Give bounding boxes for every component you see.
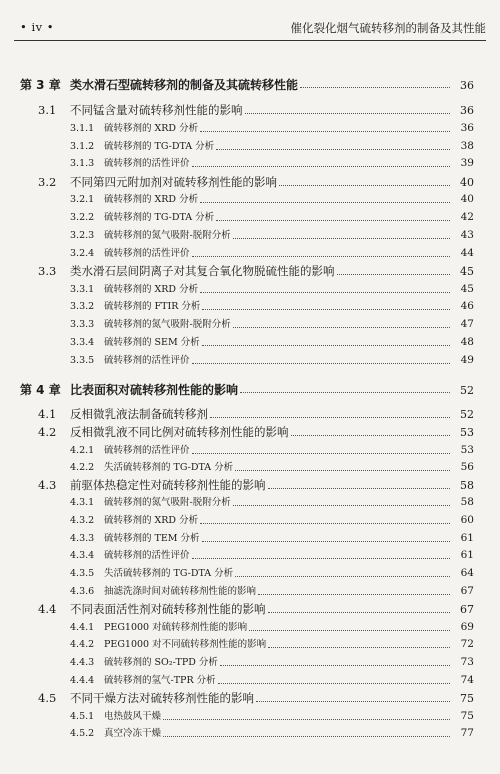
toc-entry-number: 4.3.2 [70, 515, 95, 526]
toc-leader-dots [279, 175, 450, 186]
toc-subsection-entry[interactable] [70, 636, 474, 652]
toc-entry-title: 抽滤洗涤时间对硫转移剂性能的影响 [104, 586, 257, 597]
toc-entry-page: 38 [460, 140, 474, 152]
toc-subsection-entry[interactable] [70, 334, 474, 350]
toc-entry-title: 硫转移剂的 XRD 分析 [104, 123, 199, 134]
toc-subsection-entry[interactable] [70, 281, 474, 297]
toc-section-entry[interactable] [38, 406, 474, 422]
toc-entry-number: 4.4.2 [70, 639, 95, 650]
toc-entry-number: 4.2 [38, 425, 57, 439]
toc-entry-title: 硫转移剂的活性评价 [104, 445, 190, 456]
toc-entry-title: 不同锰含量对硫转移剂性能的影响 [70, 103, 243, 117]
toc-entry-title: 硫转移剂的 TG-DTA 分析 [104, 141, 215, 152]
toc-entry-page: 64 [460, 567, 474, 579]
toc-entry-number: 4.4.3 [70, 657, 95, 668]
toc-entry-number: 3.1 [38, 103, 57, 117]
toc-entry-page: 75 [460, 692, 474, 705]
toc-entry-page: 36 [460, 79, 474, 92]
toc-leader-dots [216, 139, 450, 150]
toc-entry-title: 比表面积对硫转移剂性能的影响 [70, 383, 239, 397]
toc-leader-dots [216, 210, 450, 221]
toc-entry-number: 3.1.3 [70, 158, 95, 169]
toc-subsection-entry[interactable] [70, 155, 474, 171]
toc-entry-page: 52 [460, 408, 474, 421]
toc-leader-dots [202, 531, 450, 542]
toc-leader-dots [200, 121, 450, 132]
toc-subsection-entry[interactable] [70, 209, 474, 225]
toc-entry-title: 硫转移剂的氮气吸附-脱附分析 [104, 319, 231, 330]
toc-entry-number: 4.4.1 [70, 622, 95, 633]
toc-entry-number: 4.1 [38, 407, 57, 421]
toc-entry-page: 56 [460, 461, 474, 473]
toc-leader-dots [200, 513, 450, 524]
toc-entry-page: 45 [460, 265, 474, 278]
toc-entry-page: 61 [460, 549, 474, 561]
toc-entry-number: 3.3.5 [70, 355, 95, 366]
toc-entry-title: 硫转移剂的 XRD 分析 [104, 515, 199, 526]
toc-leader-dots [235, 566, 450, 577]
toc-entry-number: 3.2.1 [70, 194, 95, 205]
toc-entry-page: 52 [460, 384, 474, 397]
toc-leader-dots [202, 335, 450, 346]
toc-section-entry[interactable] [38, 263, 474, 279]
toc-leader-dots [268, 637, 450, 648]
toc-entry-page: 45 [460, 283, 474, 295]
toc-entry-title: 失活硫转移剂的 TG-DTA 分析 [104, 462, 234, 473]
toc-subsection-entry[interactable] [70, 708, 474, 724]
toc-subsection-entry[interactable] [70, 725, 474, 741]
toc-entry-title: 类水滑石型硫转移剂的制备及其硫转移性能 [70, 78, 299, 92]
toc-entry-page: 40 [460, 193, 474, 205]
toc-entry-number: 4.3.5 [70, 568, 95, 579]
header-book-title: 催化裂化烟气硫转移剂的制备及其性能 [290, 21, 486, 35]
toc-entry-title: 硫转移剂的 SEM 分析 [104, 337, 200, 348]
toc-entry-page: 48 [460, 336, 474, 348]
toc-entry-title: 不同表面活性剂对硫转移剂性能的影响 [70, 602, 266, 616]
toc-entry-title: 失活硫转移剂的 TG-DTA 分析 [104, 568, 234, 579]
toc-entry-title: PEG1000 对硫转移剂性能的影响 [104, 622, 248, 633]
toc-entry-page: 61 [460, 532, 474, 544]
toc-leader-dots [200, 192, 450, 203]
toc-subsection-entry[interactable] [70, 191, 474, 207]
toc-leader-dots [233, 495, 450, 506]
toc-entry-page: 46 [460, 300, 474, 312]
toc-entry-title: 硫转移剂的氮气吸附-脱附分析 [104, 497, 231, 508]
toc-entry-page: 53 [460, 426, 474, 439]
toc-entry-title: 硫转移剂的 TEM 分析 [104, 533, 200, 544]
toc-subsection-entry[interactable] [70, 672, 474, 688]
toc-subsection-entry[interactable] [70, 530, 474, 546]
toc-entry-page: 43 [460, 229, 474, 241]
toc-entry-title: 硫转移剂的活性评价 [104, 158, 190, 169]
toc-entry-title: 硫转移剂的活性评价 [104, 355, 190, 366]
toc-leader-dots [258, 584, 450, 595]
toc-entry-title: 硫转移剂的 FTIR 分析 [104, 301, 201, 312]
toc-entry-number: 3.3.2 [70, 301, 95, 312]
toc-entry-number: 3.3.3 [70, 319, 95, 330]
toc-entry-title: 反相微乳液不同比例对硫转移剂性能的影响 [70, 425, 289, 439]
toc-leader-dots [192, 246, 450, 257]
toc-entry-number: 3.3.4 [70, 337, 95, 348]
toc-entry-title: 硫转移剂的 SO₂-TPD 分析 [104, 657, 218, 668]
toc-chapter-entry[interactable] [20, 381, 474, 397]
toc-entry-page: 72 [460, 638, 474, 650]
toc-subsection-entry[interactable] [70, 654, 474, 670]
toc-entry-title: 硫转移剂的氮气吸附-脱附分析 [104, 230, 231, 241]
toc-leader-dots [210, 407, 450, 418]
toc-leader-dots [249, 620, 450, 631]
toc-section-entry[interactable] [38, 174, 474, 190]
toc-leader-dots [200, 282, 450, 293]
toc-entry-title: 硫转移剂的 TG-DTA 分析 [104, 212, 215, 223]
toc-entry-page: 40 [460, 176, 474, 189]
toc-entry-page: 58 [460, 496, 474, 508]
toc-subsection-entry[interactable] [70, 138, 474, 154]
toc-entry-page: 73 [460, 656, 474, 668]
toc-entry-number: 3.3.1 [70, 284, 95, 295]
toc-leader-dots [256, 691, 450, 702]
toc-subsection-entry[interactable] [70, 494, 474, 510]
toc-section-entry[interactable] [38, 477, 474, 493]
toc-entry-page: 77 [460, 727, 474, 739]
toc-entry-title: 类水滑石层间阴离子对其复合氧化物脱硫性能的影响 [70, 264, 335, 278]
toc-leader-dots [218, 673, 450, 684]
toc-entry-number: 3.3 [38, 264, 57, 278]
toc-leader-dots [245, 103, 451, 114]
toc-entry-title: 不同干燥方法对硫转移剂性能的影响 [70, 691, 254, 705]
toc-entry-number: 第 4 章 [20, 383, 61, 397]
running-header [14, 16, 486, 41]
toc-entry-number: 3.2 [38, 175, 57, 189]
toc-entry-page: 36 [460, 104, 474, 117]
toc-entry-number: 4.2.1 [70, 445, 95, 456]
toc-entry-page: 60 [460, 514, 474, 526]
toc-entry-title: 真空冷冻干燥 [104, 728, 162, 739]
toc-entry-number: 4.4.4 [70, 675, 95, 686]
toc-leader-dots [192, 443, 450, 454]
toc-leader-dots [240, 382, 450, 393]
toc-subsection-entry[interactable] [70, 547, 474, 563]
toc-entry-number: 3.2.3 [70, 230, 95, 241]
toc-section-entry[interactable] [38, 690, 474, 706]
toc-entry-number: 第 3 章 [20, 78, 61, 92]
toc-entry-number: 4.3.6 [70, 586, 95, 597]
toc-entry-number: 4.3.4 [70, 550, 95, 561]
toc-leader-dots [233, 228, 450, 239]
toc-entry-page: 36 [460, 122, 474, 134]
toc-entry-title: 不同第四元附加剂对硫转移剂性能的影响 [70, 175, 277, 189]
header-page-number: • iv • [20, 20, 55, 34]
toc-subsection-entry[interactable] [70, 316, 474, 332]
toc-entry-title: 硫转移剂的活性评价 [104, 248, 190, 259]
toc-entry-number: 4.5.1 [70, 711, 95, 722]
toc-subsection-entry[interactable] [70, 565, 474, 581]
toc-entry-page: 53 [460, 444, 474, 456]
toc-leader-dots [235, 460, 450, 471]
toc-entry-number: 4.3.1 [70, 497, 95, 508]
toc-entry-title: 硫转移剂的 XRD 分析 [104, 194, 199, 205]
toc-subsection-entry[interactable] [70, 352, 474, 368]
toc-leader-dots [192, 548, 450, 559]
toc-entry-title: 硫转移剂的氢气-TPR 分析 [104, 675, 216, 686]
toc-subsection-entry[interactable] [70, 583, 474, 599]
toc-entry-number: 3.2.4 [70, 248, 95, 259]
toc-entry-number: 4.3.3 [70, 533, 95, 544]
toc-entry-number: 4.3 [38, 478, 57, 492]
toc-leader-dots [220, 655, 450, 666]
toc-entry-title: 反相微乳液法制备硫转移剂 [70, 407, 208, 421]
toc-entry-page: 39 [460, 157, 474, 169]
toc-leader-dots [268, 602, 451, 613]
toc-subsection-entry[interactable] [70, 442, 474, 458]
toc-leader-dots [192, 353, 450, 364]
toc-leader-dots [163, 709, 450, 720]
toc-entry-page: 58 [460, 479, 474, 492]
toc-entry-number: 4.2.2 [70, 462, 95, 473]
toc-leader-dots [202, 299, 450, 310]
toc-entry-page: 69 [460, 621, 474, 633]
toc-section-entry[interactable] [38, 102, 474, 118]
toc-leader-dots [291, 425, 451, 436]
toc-entry-number: 3.1.2 [70, 141, 95, 152]
toc-subsection-entry[interactable] [70, 245, 474, 261]
toc-entry-title: PEG1000 对不同硫转移剂性能的影响 [104, 639, 267, 650]
toc-entry-page: 44 [460, 247, 474, 259]
toc-leader-dots [233, 317, 450, 328]
toc-entry-number: 4.4 [38, 602, 57, 616]
toc-section-entry[interactable] [38, 424, 474, 440]
toc-subsection-entry[interactable] [70, 120, 474, 136]
toc-entry-title: 前驱体热稳定性对硫转移剂性能的影响 [70, 478, 266, 492]
toc-entry-page: 49 [460, 354, 474, 366]
toc-entry-page: 67 [460, 585, 474, 597]
toc-entry-page: 47 [460, 318, 474, 330]
toc-leader-dots [192, 156, 450, 167]
toc-leader-dots [337, 264, 451, 275]
toc-section-entry[interactable] [38, 601, 474, 617]
toc-subsection-entry[interactable] [70, 619, 474, 635]
toc-subsection-entry[interactable] [70, 512, 474, 528]
toc-entry-title: 电热鼓风干燥 [104, 711, 162, 722]
toc-leader-dots [268, 478, 451, 489]
toc-entry-page: 42 [460, 211, 474, 223]
toc-entry-title: 硫转移剂的活性评价 [104, 550, 190, 561]
toc-entry-page: 67 [460, 603, 474, 616]
toc-chapter-entry[interactable] [20, 76, 474, 92]
toc-entry-page: 75 [460, 710, 474, 722]
toc-entry-number: 4.5.2 [70, 728, 95, 739]
toc-leader-dots [163, 726, 450, 737]
toc-leader-dots [300, 77, 450, 88]
toc-subsection-entry[interactable] [70, 227, 474, 243]
toc-entry-page: 74 [460, 674, 474, 686]
toc-entry-title: 硫转移剂的 XRD 分析 [104, 284, 199, 295]
toc-entry-number: 4.5 [38, 691, 57, 705]
toc-entry-number: 3.2.2 [70, 212, 95, 223]
toc-subsection-entry[interactable] [70, 298, 474, 314]
toc-entry-number: 3.1.1 [70, 123, 95, 134]
toc-subsection-entry[interactable] [70, 459, 474, 475]
